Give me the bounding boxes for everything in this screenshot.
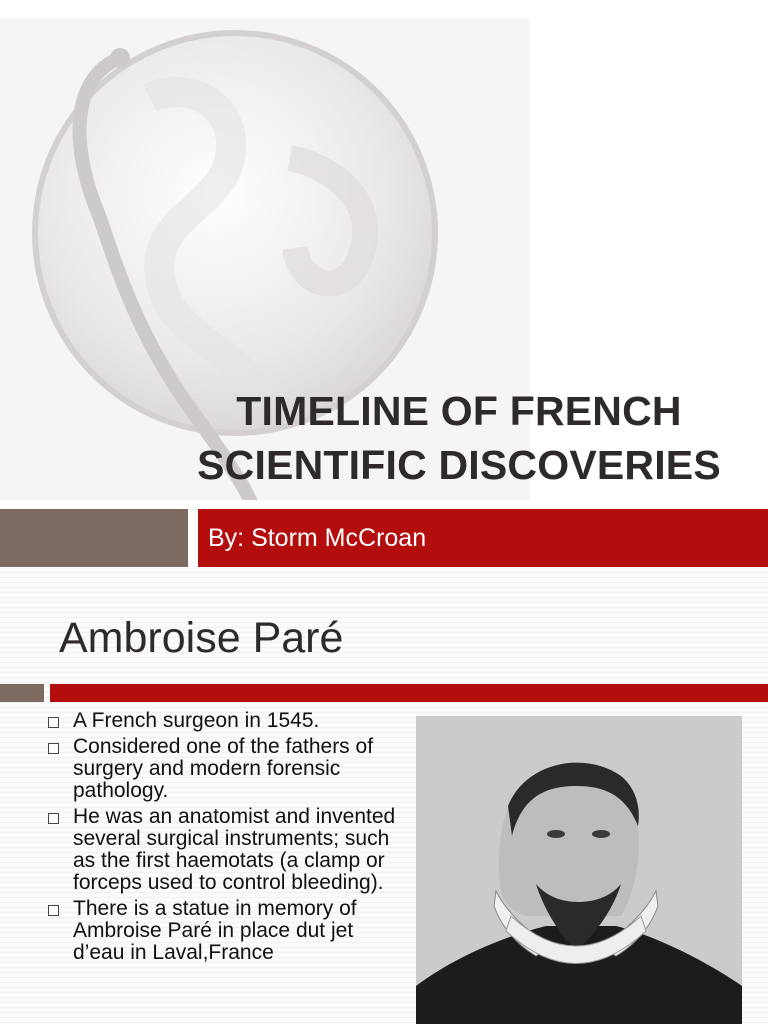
bullet-item (48, 736, 398, 802)
portrait-engraving-icon (416, 716, 742, 1024)
slide-title-line2: SCIENTIFIC DISCOVERIES (197, 442, 721, 488)
accent-band-red (198, 509, 768, 567)
bullet-square-icon (48, 905, 59, 916)
bullet-square-icon (48, 743, 59, 754)
accent-band-brown (0, 509, 188, 567)
byline: By: Storm McCroan (208, 524, 427, 552)
bullet-square-icon (48, 717, 59, 728)
bullet-square-icon (48, 813, 59, 824)
heading-rule-brown (0, 684, 44, 702)
bullet-text: A French surgeon in 1545. (73, 709, 320, 732)
bullet-list (48, 710, 398, 968)
bullet-item (48, 898, 398, 964)
portrait-image (416, 716, 742, 1024)
slide-title-line1: TIMELINE OF FRENCH (236, 388, 682, 434)
slide-heading: Ambroise Paré (59, 614, 344, 662)
content-slide (0, 568, 768, 1024)
heading-rule-red (50, 684, 768, 702)
bullet-text: There is a statue in memory of Ambroise Paré in place dut jet d’eau in Laval,France (73, 897, 357, 964)
bullet-item (48, 806, 398, 894)
bullet-item (48, 710, 398, 732)
bullet-text: Considered one of the fathers of surgery and modern forensic pathology. (73, 735, 374, 802)
slide-title (150, 384, 768, 492)
bullet-text: He was an anatomist and invented several surgical instruments; such as the first haemotats (a clamp or forceps used to control bleeding). (73, 805, 396, 894)
